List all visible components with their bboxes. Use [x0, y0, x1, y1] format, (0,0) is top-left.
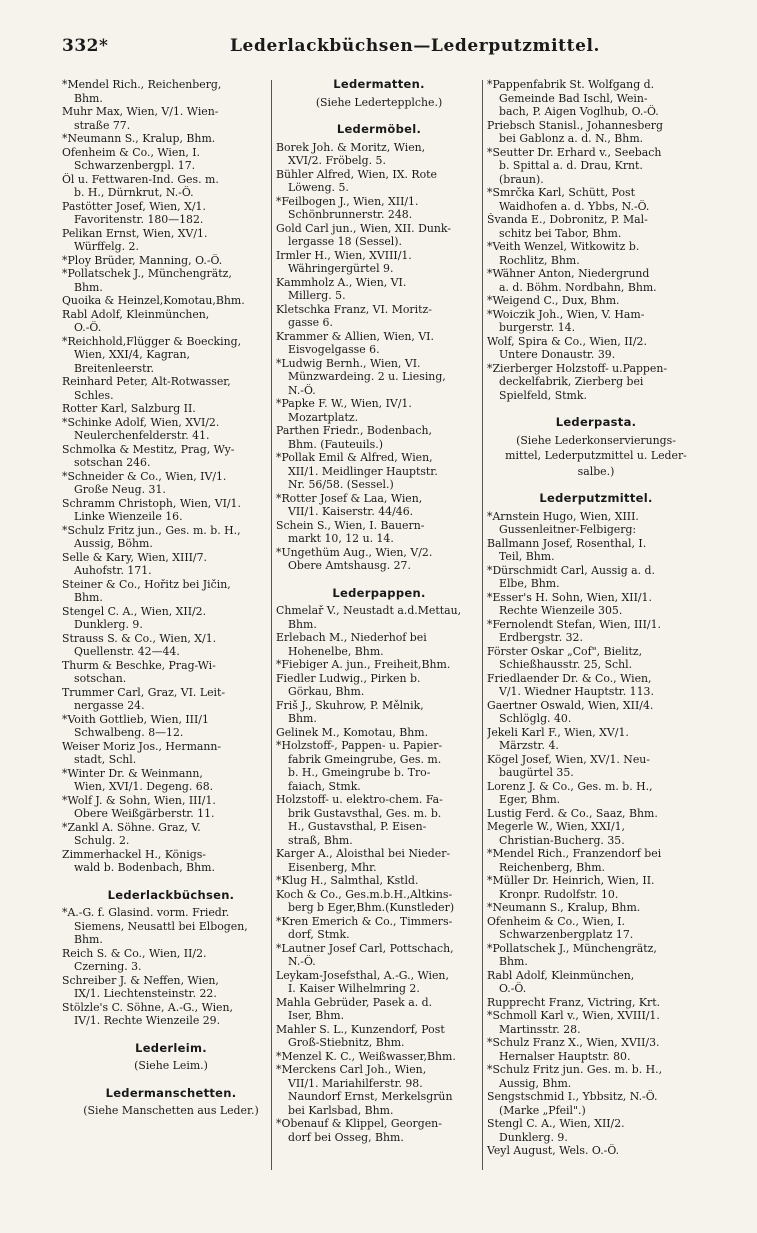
entry-line: Quellenstr. 42—44. — [74, 645, 180, 658]
entry-line: Elbe, Bhm. — [499, 577, 560, 590]
column-middle — [276, 78, 482, 1144]
entry-line: bei Gablonz a. d. N., Bhm. — [499, 132, 644, 145]
entry-line: Mahler S. L., Kunzendorf, Post — [276, 1022, 445, 1036]
entry-line: Rochlitz, Bhm. — [499, 253, 580, 267]
entry-line: *Pollak Emil & Alfred, Wien, — [276, 451, 433, 464]
entry-line: Strauss S. & Co., Wien, X/1. — [62, 631, 217, 645]
entry-line: *Feilbogen J., Wien, XII/1. — [276, 194, 419, 208]
entry-line: brik Gustavsthal, Ges. m. b. — [288, 806, 442, 820]
entry-line: Christian-Bucherg. 35. — [499, 833, 625, 847]
section-heading: Lederpasta. — [555, 415, 637, 429]
entry-line: burgerstr. 14. — [499, 321, 576, 334]
section-heading: Lederputzmittel. — [539, 491, 653, 505]
entry-line: Erlebach M., Niederhof bei — [276, 631, 427, 644]
entry-line: (Marke „Pfeil".) — [499, 1103, 586, 1117]
entry-line: Czerning. 3. — [74, 960, 142, 973]
entry-line: Ofenheim & Co., Wien, I. — [62, 145, 201, 159]
entry-line: Gold Carl jun., Wien, XII. Dunk- — [276, 221, 451, 235]
entry-line: *Mendel Rich., Franzendorf bei — [487, 847, 662, 860]
page-header — [62, 36, 702, 60]
entry-line: Linke Wienzeile 16. — [74, 510, 183, 523]
entry-line: Förster Oskar „Cof", Bielitz, — [487, 644, 643, 658]
entry-line: *Menzel K. C., Weißwasser,Bhm. — [276, 1049, 456, 1063]
entry-line: *Holzstoff-, Pappen- u. Papier- — [276, 739, 443, 752]
section-heading: Ledermöbel. — [336, 122, 422, 136]
entry-line: Chmelař V., Neustadt a.d.Mettau, — [276, 604, 462, 617]
entry-line: Reich S. & Co., Wien, II/2. — [62, 946, 207, 960]
entry-line: Sengstschmid I., Ybbsitz, N.-Ö. — [487, 1090, 658, 1103]
entry-line: *A.-G. f. Glasind. vorm. Friedr. — [62, 906, 230, 919]
entry-line: *Neumann S., Kralup, Bhm. — [487, 901, 641, 914]
entry-line: *Obenauf & Klippel, Georgen- — [276, 1117, 442, 1130]
entry-line: Gaertner Oswald, Wien, XII/4. — [487, 698, 654, 712]
entry-line: Jekeli Karl F., Wien, XV/1. — [487, 725, 629, 739]
entry-list — [62, 78, 280, 875]
column-left — [62, 78, 280, 1120]
entry-line: Trummer Carl, Graz, VI. Leit- — [62, 685, 226, 699]
entry-line: VII/1. Mariahilferstr. 98. — [288, 1076, 423, 1090]
entry-line: O.-Ö. — [499, 982, 527, 995]
entry-line: Dunklerg. 9. — [499, 1130, 568, 1144]
entry-line: Bhm. — [74, 91, 103, 105]
entry-line: *Müller Dr. Heinrich, Wien, II. — [487, 874, 655, 887]
entry-line: Untere Donaustr. 39. — [499, 348, 616, 361]
entry-line: Borek Joh. & Moritz, Wien, — [276, 140, 426, 154]
entry-list — [487, 78, 705, 402]
entry-line: *Ludwig Bernh., Wien, VI. — [276, 356, 421, 370]
entry-line: Parthen Friedr., Bodenbach, — [276, 424, 432, 437]
entry-line: Hohenelbe, Bhm. — [288, 644, 384, 658]
entry-line: b. H., Dürnkrut, N.-Ö. — [74, 186, 194, 199]
entry-line: *Woiczik Joh., Wien, V. Ham- — [487, 307, 645, 321]
entry-line: Groß-Stiebnitz, Bhm. — [288, 1036, 405, 1049]
entry-line: Bhm. — [288, 712, 317, 725]
entry-line: *Zankl A. Söhne. Graz, V. — [62, 820, 201, 834]
section-heading: Lederlackbüchsen. — [107, 887, 235, 902]
entry-line: Schwalbeng. 8—12. — [74, 726, 184, 739]
entry-list — [276, 604, 482, 1144]
entry-line: Stengl C. A., Wien, XII/2. — [487, 1117, 625, 1130]
entry-line: *Mendel Rich., Reichenberg, — [62, 78, 222, 91]
section-heading: Lederleim. — [135, 1040, 207, 1055]
entry-line: *Merckens Carl Joh., Wien, — [276, 1063, 427, 1076]
entry-line: Eisvogelgasse 6. — [288, 343, 380, 356]
entry-line: *Fiebiger A. jun., Freiheit,Bhm. — [276, 658, 451, 671]
entry-line: *Klug H., Salmthal, Kstld. — [276, 874, 419, 887]
entry-line: wald b. Bodenbach, Bhm. — [74, 861, 215, 874]
entry-line: *Schulz Fritz jun. Ges. m. b. H., — [487, 1063, 663, 1076]
entry-line: *Wolf J. & Sohn, Wien, III/1. — [62, 793, 216, 807]
entry-line: Steiner & Co., Hořitz bei Jičin, — [62, 577, 231, 591]
entry-line: Schles. — [74, 388, 114, 402]
entry-line: Kögel Josef, Wien, XV/1. Neu- — [487, 752, 650, 766]
entry-line: (braun). — [499, 172, 544, 186]
entry-line: Ofenheim & Co., Wien, I. — [487, 914, 626, 928]
entry-line: dorf bei Osseg, Bhm. — [288, 1130, 404, 1144]
entry-line: Schießhausstr. 25, Schl. — [499, 658, 633, 671]
entry-line: Schwarzenbergpl. 17. — [74, 159, 196, 172]
entry-line: Schein S., Wien, I. Bauern- — [276, 518, 425, 532]
entry-line: Favoritenstr. 180—182. — [74, 213, 204, 226]
entry-line: *Rotter Josef & Laa, Wien, — [276, 491, 423, 505]
entry-line: Aussig, Böhm. — [74, 537, 153, 550]
entry-line: Irmler H., Wien, XVIII/1. — [276, 248, 412, 262]
entry-line: Rabl Adolf, Kleinmünchen, — [62, 307, 210, 321]
entry-line: a. d. Böhm. Nordbahn, Bhm. — [499, 280, 657, 294]
entry-line: Pastötter Josef, Wien, X/1. — [62, 199, 206, 213]
entry-line: *Weigend C., Dux, Bhm. — [487, 294, 620, 307]
entry-line: b. Spittal a. d. Drau, Krnt. — [499, 159, 643, 172]
entry-line: Švanda E., Dobronitz, P. Mal- — [487, 213, 648, 226]
entry-line: *Seutter Dr. Erhard v., Seebach — [487, 145, 662, 159]
cross-reference: (Siehe Ledertepplche.) — [315, 95, 443, 109]
entry-line: Rabl Adolf, Kleinmünchen, — [487, 968, 635, 982]
entry-line: *Winter Dr. & Weinmann, — [62, 766, 203, 780]
entry-line: dorf, Stmk. — [288, 928, 350, 941]
entry-line: N.-Ö. — [288, 383, 316, 397]
entry-line: *Ungethüm Aug., Wien, V/2. — [276, 545, 433, 559]
entry-line: *Pollatschek J., Münchengrätz, — [487, 941, 657, 955]
entry-line: Veyl August, Wels. O.-Ö. — [487, 1144, 620, 1157]
entry-line: Karger A., Aloisthal bei Nieder- — [276, 847, 451, 860]
entry-line: Schulg. 2. — [74, 834, 130, 847]
entry-line: Bhm. — [499, 955, 528, 968]
entry-line: bach, P. Aigen Voglhub, O.-Ö. — [499, 105, 659, 118]
entry-line: Gussenleitner-Felbigerg: — [499, 523, 637, 536]
entry-line: *Lautner Josef Carl, Pottschach, — [276, 941, 454, 955]
entry-line: Bhm. — [74, 933, 103, 946]
entry-line: bei Karlsbad, Bhm. — [288, 1103, 394, 1117]
entry-line: Eisenberg, Mhr. — [288, 860, 377, 874]
entry-line: Holzstoff- u. elektro-chem. Fa- — [276, 793, 443, 806]
entry-line: b. H., Gmeingrube b. Tro- — [288, 766, 431, 779]
entry-line: Auhofstr. 171. — [74, 564, 152, 577]
entry-line: Rechte Wienzeile 305. — [499, 604, 623, 617]
entry-line: Kletschka Franz, VI. Moritz- — [276, 302, 432, 316]
entry-list — [62, 906, 280, 1028]
entry-line: nergasse 24. — [74, 699, 145, 712]
entry-line: Thurm & Beschke, Prag-Wi- — [62, 658, 216, 672]
entry-list — [487, 510, 705, 1158]
entry-line: berg b Eger,Bhm.(Kunstleder) — [288, 901, 455, 914]
entry-line: *Schulz Franz X., Wien, XVII/3. — [487, 1036, 660, 1049]
entry-line: *Papke F. W., Wien, IV/1. — [276, 397, 412, 410]
page-number: 332* — [62, 36, 109, 56]
entry-line: deckelfabrik, Zierberg bei — [499, 375, 644, 388]
entry-line: Obere Weißgärberstr. 11. — [74, 807, 215, 820]
entry-line: *Kren Emerich & Co., Timmers- — [276, 914, 453, 928]
entry-line: sotschan. — [74, 672, 127, 685]
entry-line: Teil, Bhm. — [499, 550, 555, 563]
cross-reference: (Siehe Leim.) — [134, 1059, 208, 1072]
entry-line: *Schmoll Karl v., Wien, XVIII/1. — [487, 1009, 660, 1022]
entry-line: Kronpr. Rudolfstr. 10. — [499, 887, 619, 901]
cross-reference: (Siehe Manschetten aus Leder.) — [83, 1104, 259, 1117]
entry-line: Schlöglg. 40. — [499, 712, 572, 725]
cross-reference: salbe.) — [577, 464, 615, 478]
entry-line: Stölzle's C. Söhne, A.-G., Wien, — [62, 1000, 233, 1014]
entry-line: Bhm. — [288, 617, 317, 631]
entry-line: Quoika & Heinzel,Komotau,Bhm. — [62, 294, 245, 307]
entry-line: Muhr Max, Wien, V/1. Wien- — [62, 105, 219, 118]
entry-line: Wien, XVI/1. Degeng. 68. — [74, 780, 214, 793]
entry-line: Obere Amtshausg. 27. — [288, 559, 411, 572]
entry-line: faiach, Stmk. — [288, 779, 361, 793]
entry-line: IX/1. Liechtensteinstr. 22. — [74, 987, 217, 1000]
entry-line: straße 77. — [74, 118, 131, 132]
entry-line: Schreiber J. & Neffen, Wien, — [62, 973, 219, 987]
entry-line: Stengel C. A., Wien, XII/2. — [62, 604, 207, 618]
entry-line: Krammer & Allien, Wien, VI. — [276, 329, 434, 343]
column-right — [487, 78, 705, 1158]
entry-line: Würffelg. 2. — [74, 240, 139, 253]
entry-line: XVI/2. Fröbelg. 5. — [288, 154, 386, 167]
entry-line: Koch & Co., Ges.m.b.H.,Altkins- — [276, 887, 453, 901]
entry-line: *Pollatschek J., Münchengrätz, — [62, 267, 232, 280]
entry-line: Bhm. (Fauteuils.) — [288, 437, 383, 451]
entry-line: Fiedler Ludwig., Pirken b. — [276, 671, 421, 685]
entry-line: Millerg. 5. — [288, 289, 346, 302]
entry-line: Aussig, Bhm. — [499, 1076, 572, 1090]
entry-line: *Neumann S., Kralup, Bhm. — [62, 132, 216, 145]
entry-line: Mozartplatz. — [288, 410, 359, 424]
entry-line: Eger, Bhm. — [499, 793, 561, 806]
cross-reference: (Siehe Lederkonservierungs- — [516, 433, 676, 447]
entry-line: Bhm. — [74, 280, 103, 294]
entry-line: Schönbrunnerstr. 248. — [288, 208, 413, 221]
entry-line: *Voith Gottlieb, Wien, III/1 — [62, 712, 209, 726]
entry-line: Naundorf Ernst, Merkelsgrün — [288, 1090, 453, 1103]
entry-line: Wien, XXI/4, Kagran, — [74, 348, 190, 361]
entry-line: Leykam-Josefsthal, A.-G., Wien, — [276, 968, 449, 982]
entry-line: Ballmann Josef, Rosenthal, I. — [487, 536, 647, 550]
entry-line: Bhm. — [74, 591, 103, 604]
entry-line: *Fernolendt Stefan, Wien, III/1. — [487, 617, 661, 631]
column-divider — [482, 80, 483, 1170]
entry-line: *Schulz Fritz jun., Ges. m. b. H., — [62, 523, 241, 537]
entry-line: Priebsch Stanisl., Johannesberg — [487, 118, 663, 132]
entry-line: Rupprecht Franz, Victring, Krt. — [487, 995, 661, 1009]
entry-line: Nr. 56/58. (Sessel.) — [288, 478, 394, 491]
entry-line: *Smrčka Karl, Schütt, Post — [487, 186, 636, 199]
entry-line: Breitenleerstr. — [74, 361, 154, 375]
entry-list — [276, 141, 482, 573]
entry-line: *Veith Wenzel, Witkowitz b. — [487, 240, 640, 253]
entry-line: Mahla Gebrüder, Pasek a. d. — [276, 995, 433, 1009]
entry-line: Friedlaender Dr. & Co., Wien, — [487, 671, 652, 685]
entry-line: Pelikan Ernst, Wien, XV/1. — [62, 226, 208, 240]
entry-line: *Pappenfabrik St. Wolfgang d. — [487, 78, 655, 91]
entry-line: Schmolka & Mestitz, Prag, Wy- — [62, 442, 235, 456]
entry-line: *Dürschmidt Carl, Aussig a. d. — [487, 563, 655, 577]
entry-line: Wolf, Spira & Co., Wien, II/2. — [487, 334, 647, 348]
page-title: Lederlackbüchsen—Lederputzmittel. — [230, 36, 601, 56]
entry-line: fabrik Gmeingrube, Ges. m. — [288, 752, 442, 766]
entry-line: *Ploy Brüder, Manning, O.-Ö. — [62, 253, 223, 267]
entry-line: Selle & Kary, Wien, XIII/7. — [62, 550, 207, 564]
entry-line: Bühler Alfred, Wien, IX. Rote — [276, 167, 437, 181]
entry-line: Erdbergstr. 32. — [499, 631, 583, 644]
entry-line: gasse 6. — [288, 316, 333, 329]
entry-line: Siemens, Neusattl bei Elbogen, — [74, 919, 248, 933]
entry-line: Gelinek M., Komotau, Bhm. — [276, 725, 429, 739]
entry-line: schitz bei Tabor, Bhm. — [499, 226, 622, 240]
entry-line: Iser, Bhm. — [288, 1009, 345, 1022]
entry-line: Märzstr. 4. — [499, 739, 559, 752]
entry-line: Löweng. 5. — [288, 181, 349, 194]
entry-line: Lorenz J. & Co., Ges. m. b. H., — [487, 779, 653, 793]
entry-line: baugürtel 35. — [499, 766, 574, 779]
entry-line: Münzwardeing. 2 u. Liesing, — [288, 370, 446, 383]
entry-line: Hernalser Hauptstr. 80. — [499, 1049, 631, 1063]
entry-line: sotschan 246. — [74, 456, 151, 469]
entry-line: Reichenberg, Bhm. — [499, 860, 606, 874]
entry-line: Große Neug. 31. — [74, 483, 166, 496]
entry-line: N.-Ö. — [288, 955, 316, 968]
entry-line: XII/1. Meidlinger Hauptstr. — [288, 464, 438, 478]
entry-line: Weiser Moriz Jos., Hermann- — [62, 739, 222, 753]
entry-line: Spielfeld, Stmk. — [499, 388, 587, 402]
entry-line: V/1. Wiedner Hauptstr. 113. — [499, 685, 654, 698]
entry-line: stadt, Schl. — [74, 753, 137, 766]
section-heading: Ledermatten. — [333, 77, 425, 91]
entry-line: IV/1. Rechte Wienzeile 29. — [74, 1014, 221, 1027]
entry-line: Währingergürtel 9. — [288, 262, 394, 275]
entry-line: lergasse 18 (Sessel). — [288, 235, 402, 248]
entry-line: Neulerchenfelderstr. 41. — [74, 429, 210, 442]
entry-line: Görkau, Bhm. — [288, 685, 365, 698]
entry-line: *Arnstein Hugo, Wien, XIII. — [487, 509, 639, 523]
entry-line: Kammholz A., Wien, VI. — [276, 275, 407, 289]
entry-line: Lustig Ferd. & Co., Saaz, Bhm. — [487, 806, 658, 820]
section-heading: Ledermanschetten. — [105, 1085, 237, 1100]
entry-line: *Esser's H. Sohn, Wien, XII/1. — [487, 590, 652, 604]
entry-line: Megerle W., Wien, XXI/1, — [487, 820, 626, 833]
entry-line: Dunklerg. 9. — [74, 618, 143, 631]
entry-line: straß, Bhm. — [288, 833, 353, 847]
entry-line: *Schinke Adolf, Wien, XVI/2. — [62, 415, 220, 429]
entry-line: *Wähner Anton, Niedergrund — [487, 267, 650, 280]
entry-line: *Schneider & Co., Wien, IV/1. — [62, 469, 227, 483]
entry-line: *Zierberger Holzstoff- u.Pappen- — [487, 361, 668, 375]
entry-line: VII/1. Kaiserstr. 44/46. — [288, 505, 414, 518]
entry-line: Waidhofen a. d. Ybbs, N.-Ö. — [499, 199, 650, 213]
entry-line: Martinsstr. 28. — [499, 1022, 581, 1036]
entry-line: *Reichhold,Flügger & Boecking, — [62, 334, 242, 348]
entry-line: Zimmerhackel H., Königs- — [62, 847, 206, 861]
entry-line: Reinhard Peter, Alt-Rotwasser, — [62, 375, 231, 388]
entry-line: Friš J., Skuhrow, P. Mělnik, — [276, 698, 424, 712]
entry-line: Öl u. Fettwaren-Ind. Ges. m. — [62, 172, 219, 186]
entry-line: Rotter Karl, Salzburg II. — [62, 402, 196, 415]
entry-line: I. Kaiser Wilhelmring 2. — [288, 982, 420, 995]
cross-reference: mittel, Lederputzmittel u. Leder- — [505, 449, 687, 462]
entry-line: markt 10, 12 u. 14. — [288, 532, 394, 545]
entry-line: Schramm Christoph, Wien, VI/1. — [62, 496, 241, 510]
entry-line: O.-Ö. — [74, 321, 102, 334]
section-heading: Lederpappen. — [332, 585, 426, 600]
entry-line: Gemeinde Bad Ischl, Wein- — [499, 91, 648, 105]
entry-line: Schwarzenbergplatz 17. — [499, 928, 634, 941]
entry-line: H., Gustavsthal, P. Eisen- — [288, 820, 427, 833]
